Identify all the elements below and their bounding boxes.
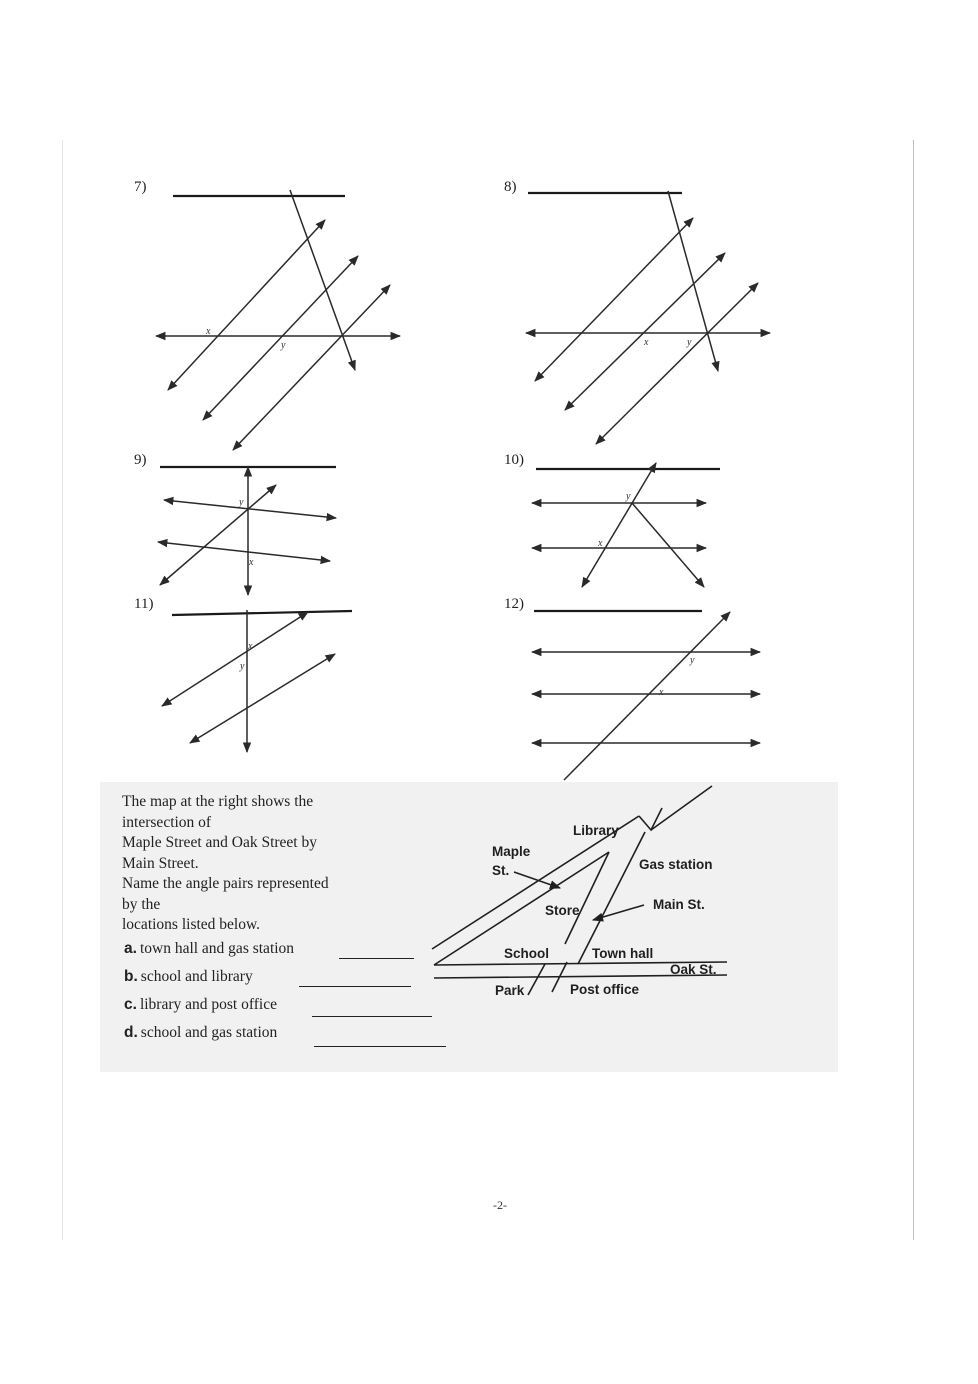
problem-11-diagram [150,600,360,760]
question-text: town hall and gas station [139,940,295,957]
transversal-line [290,190,355,370]
question-b [124,968,454,996]
question-letter: a. [124,940,137,957]
question-text: library and post office [139,996,277,1013]
intro-line: locations listed below. [122,916,261,933]
intro-line: intersection of [122,813,212,831]
var-y: y [690,655,695,666]
problem-8-diagram [520,183,780,453]
intro-line: Maple Street and Oak Street by [122,834,317,851]
label-school: School [504,946,550,961]
question-c [124,996,454,1024]
main-street-lower-left [528,964,545,995]
question-letter: c. [124,996,137,1013]
question-d [124,1024,454,1052]
label-park: Park [495,983,525,998]
transversal-line [160,485,276,585]
parallel-line-2 [190,654,335,743]
label-store: Store [545,903,580,918]
problem-10-number: 10) [504,452,524,468]
problem-10-diagram [520,455,730,595]
intro-line: by the [122,895,161,913]
page-number: -2- [493,1198,507,1212]
question-a [124,940,454,968]
intro-line: Name the angle pairs represented [122,875,329,892]
parallel-line-3 [233,285,390,450]
var-x: x [206,326,211,337]
transversal-line-2 [632,503,704,587]
label-town-hall: Town hall [592,946,654,961]
parallel-line-1 [168,220,325,390]
question-text: school and library [140,968,253,985]
var-y: y [281,340,286,351]
problem-12-number: 12) [504,596,524,612]
parallel-line-1 [162,612,308,706]
parallel-line-3 [596,283,758,444]
parallel-line-1 [164,500,336,518]
answer-blank[interactable] [299,986,411,987]
question-list [124,940,454,1052]
var-x: x [248,641,253,652]
problem-7-number: 7) [134,179,147,195]
main-pointer-arrow [593,905,644,920]
var-y: y [687,337,692,348]
maple-street-right-edge [651,786,712,830]
intro-line: The map at the right shows the [122,793,314,810]
map-problem-section [100,782,838,1072]
answer-blank[interactable] [314,1046,446,1047]
label-maple: Maple [492,844,531,859]
problem-12-diagram [520,600,770,785]
label-gas-station: Gas station [639,857,713,872]
parallel-line-2 [565,253,725,410]
problem-7-diagram [150,185,410,455]
parallel-line-1 [535,218,693,381]
parallel-line-2 [203,256,358,420]
label-post-office: Post office [570,982,640,997]
main-street-right-edge [578,832,645,964]
label-maple-st: St. [492,863,510,878]
map-intro-text [122,792,382,936]
var-x: x [659,687,664,698]
problem-9-diagram [150,455,350,600]
label-oak-st: Oak St. [670,962,717,977]
problem-11-number: 11) [134,596,154,612]
answer-blank[interactable] [312,1016,432,1017]
answer-blank [172,611,352,615]
var-y: y [626,491,631,502]
var-y: y [240,661,245,672]
answer-blank[interactable] [339,958,414,959]
question-text: school and gas station [140,1024,278,1041]
problem-8-number: 8) [504,179,517,195]
maple-street-v [639,808,662,830]
maple-pointer-arrow [514,872,560,888]
label-library: Library [573,823,619,838]
transversal-line [564,612,730,780]
var-x: x [249,557,254,568]
intro-line: Main Street. [122,854,199,872]
question-letter: d. [124,1024,138,1041]
transversal-line-1 [582,463,656,587]
page-edge-right [913,140,914,1240]
page-edge-left [62,140,63,1240]
label-main-st: Main St. [653,897,705,912]
var-y: y [239,497,244,508]
street-map [430,802,750,1022]
question-letter: b. [124,968,138,985]
problem-9-number: 9) [134,452,147,468]
var-x: x [598,538,603,549]
parallel-line-2 [158,542,330,561]
var-x: x [644,337,649,348]
